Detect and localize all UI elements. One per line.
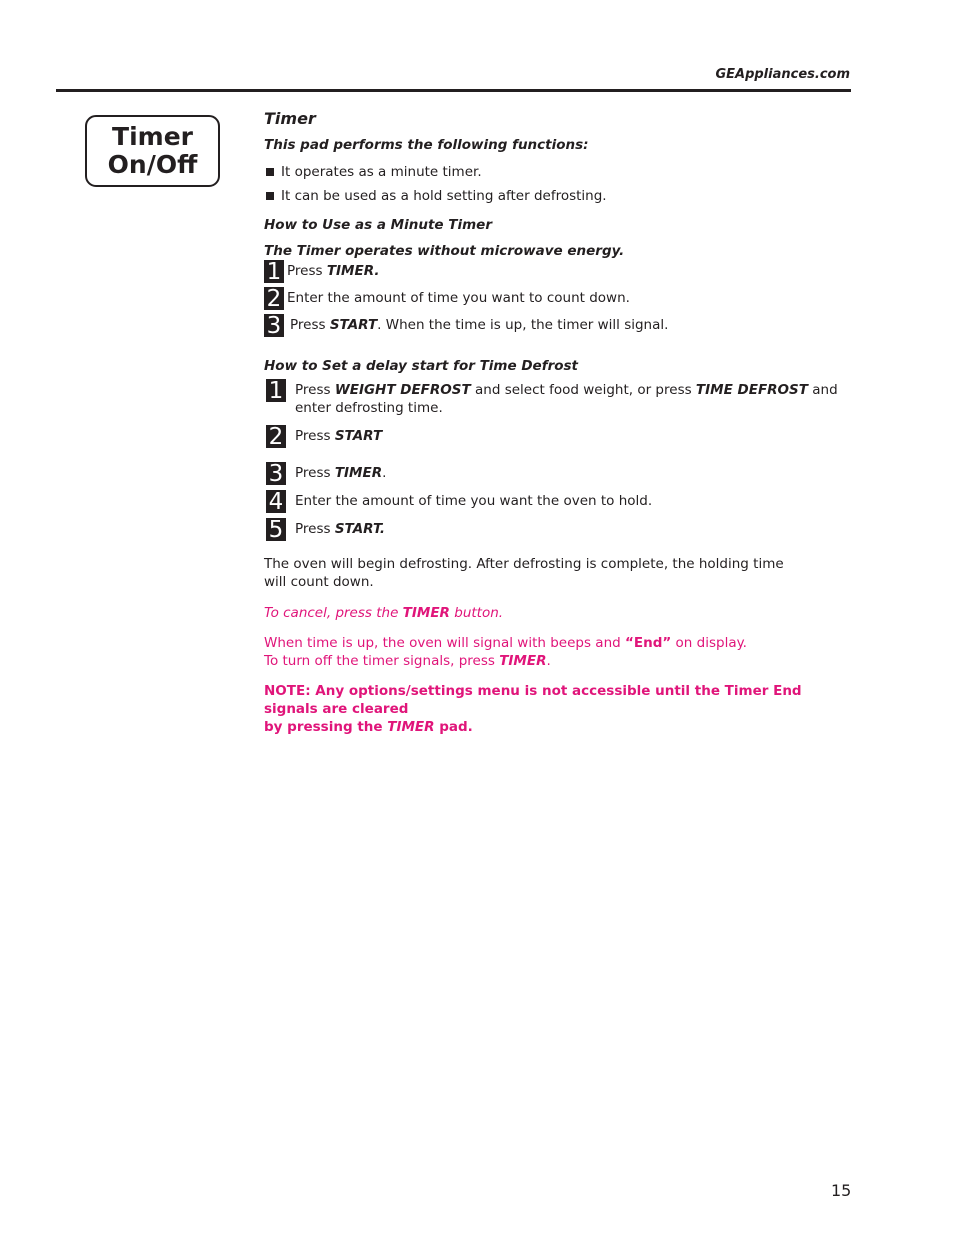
timer-onoff-pad-illustration [85, 115, 220, 187]
end-signal-info: When time is up, the oven will signal with beeps and “End” on display. To turn off the timer signals, press TIMER. [264, 635, 747, 669]
delay-defrost-heading: How to Set a delay start for Time Defrost [264, 358, 578, 374]
minute-step-2 [264, 287, 854, 314]
step-text: Press TIMER. [287, 263, 380, 279]
minute-step-3 [264, 314, 854, 341]
step-number: 1 [266, 379, 286, 402]
step-number: 5 [266, 518, 286, 541]
defrost-closing-text: The oven will begin defrosting. After defrosting is complete, the holding time will count down. [264, 556, 784, 590]
pad-label-line1: Timer [112, 122, 193, 151]
section-title: Timer [264, 109, 316, 128]
step-number: 3 [266, 462, 286, 485]
list-item: It can be used as a hold setting after defrosting. [264, 187, 854, 211]
step-number: 3 [264, 314, 284, 337]
step-text: Press START. [295, 521, 385, 537]
step-number: 1 [264, 260, 284, 283]
step-text: Press START [295, 428, 383, 444]
defrost-step-5 [264, 518, 854, 546]
minute-step-1 [264, 260, 854, 287]
defrost-step-1 [264, 379, 854, 423]
section-intro: This pad performs the following functions: [264, 137, 589, 153]
defrost-step-4 [264, 490, 854, 518]
step-number: 2 [264, 287, 284, 310]
minute-timer-heading: How to Use as a Minute Timer [264, 217, 492, 233]
defrost-step-2 [264, 425, 854, 462]
list-item: It operates as a minute timer. [264, 163, 854, 187]
header-rule [56, 89, 851, 92]
site-url: GEAppliances.com [715, 67, 850, 82]
step-text: Enter the amount of time you want the oven to hold. [295, 493, 653, 509]
main-content [264, 110, 854, 736]
defrost-step-3 [264, 462, 854, 490]
minute-timer-subheading: The Timer operates without microwave energy. [264, 243, 625, 259]
step-text: Press START. When the time is up, the timer will signal. [290, 317, 669, 333]
note: NOTE: Any options/settings menu is not accessible until the Timer End signals are cleared by pressing the TIMER pad. [264, 683, 802, 735]
step-number: 2 [266, 425, 286, 448]
step-text: Press WEIGHT DEFROST and select food weight, or press TIME DEFROST and enter defrosting time. [295, 382, 838, 416]
cancel-instruction: To cancel, press the TIMER button. [264, 605, 504, 621]
function-list [264, 163, 854, 213]
step-text: Enter the amount of time you want to count down. [287, 290, 630, 306]
page-number: 15 [831, 1181, 852, 1200]
step-number: 4 [266, 490, 286, 513]
pad-label-line2: On/Off [107, 150, 198, 179]
step-text: Press TIMER. [295, 465, 387, 481]
